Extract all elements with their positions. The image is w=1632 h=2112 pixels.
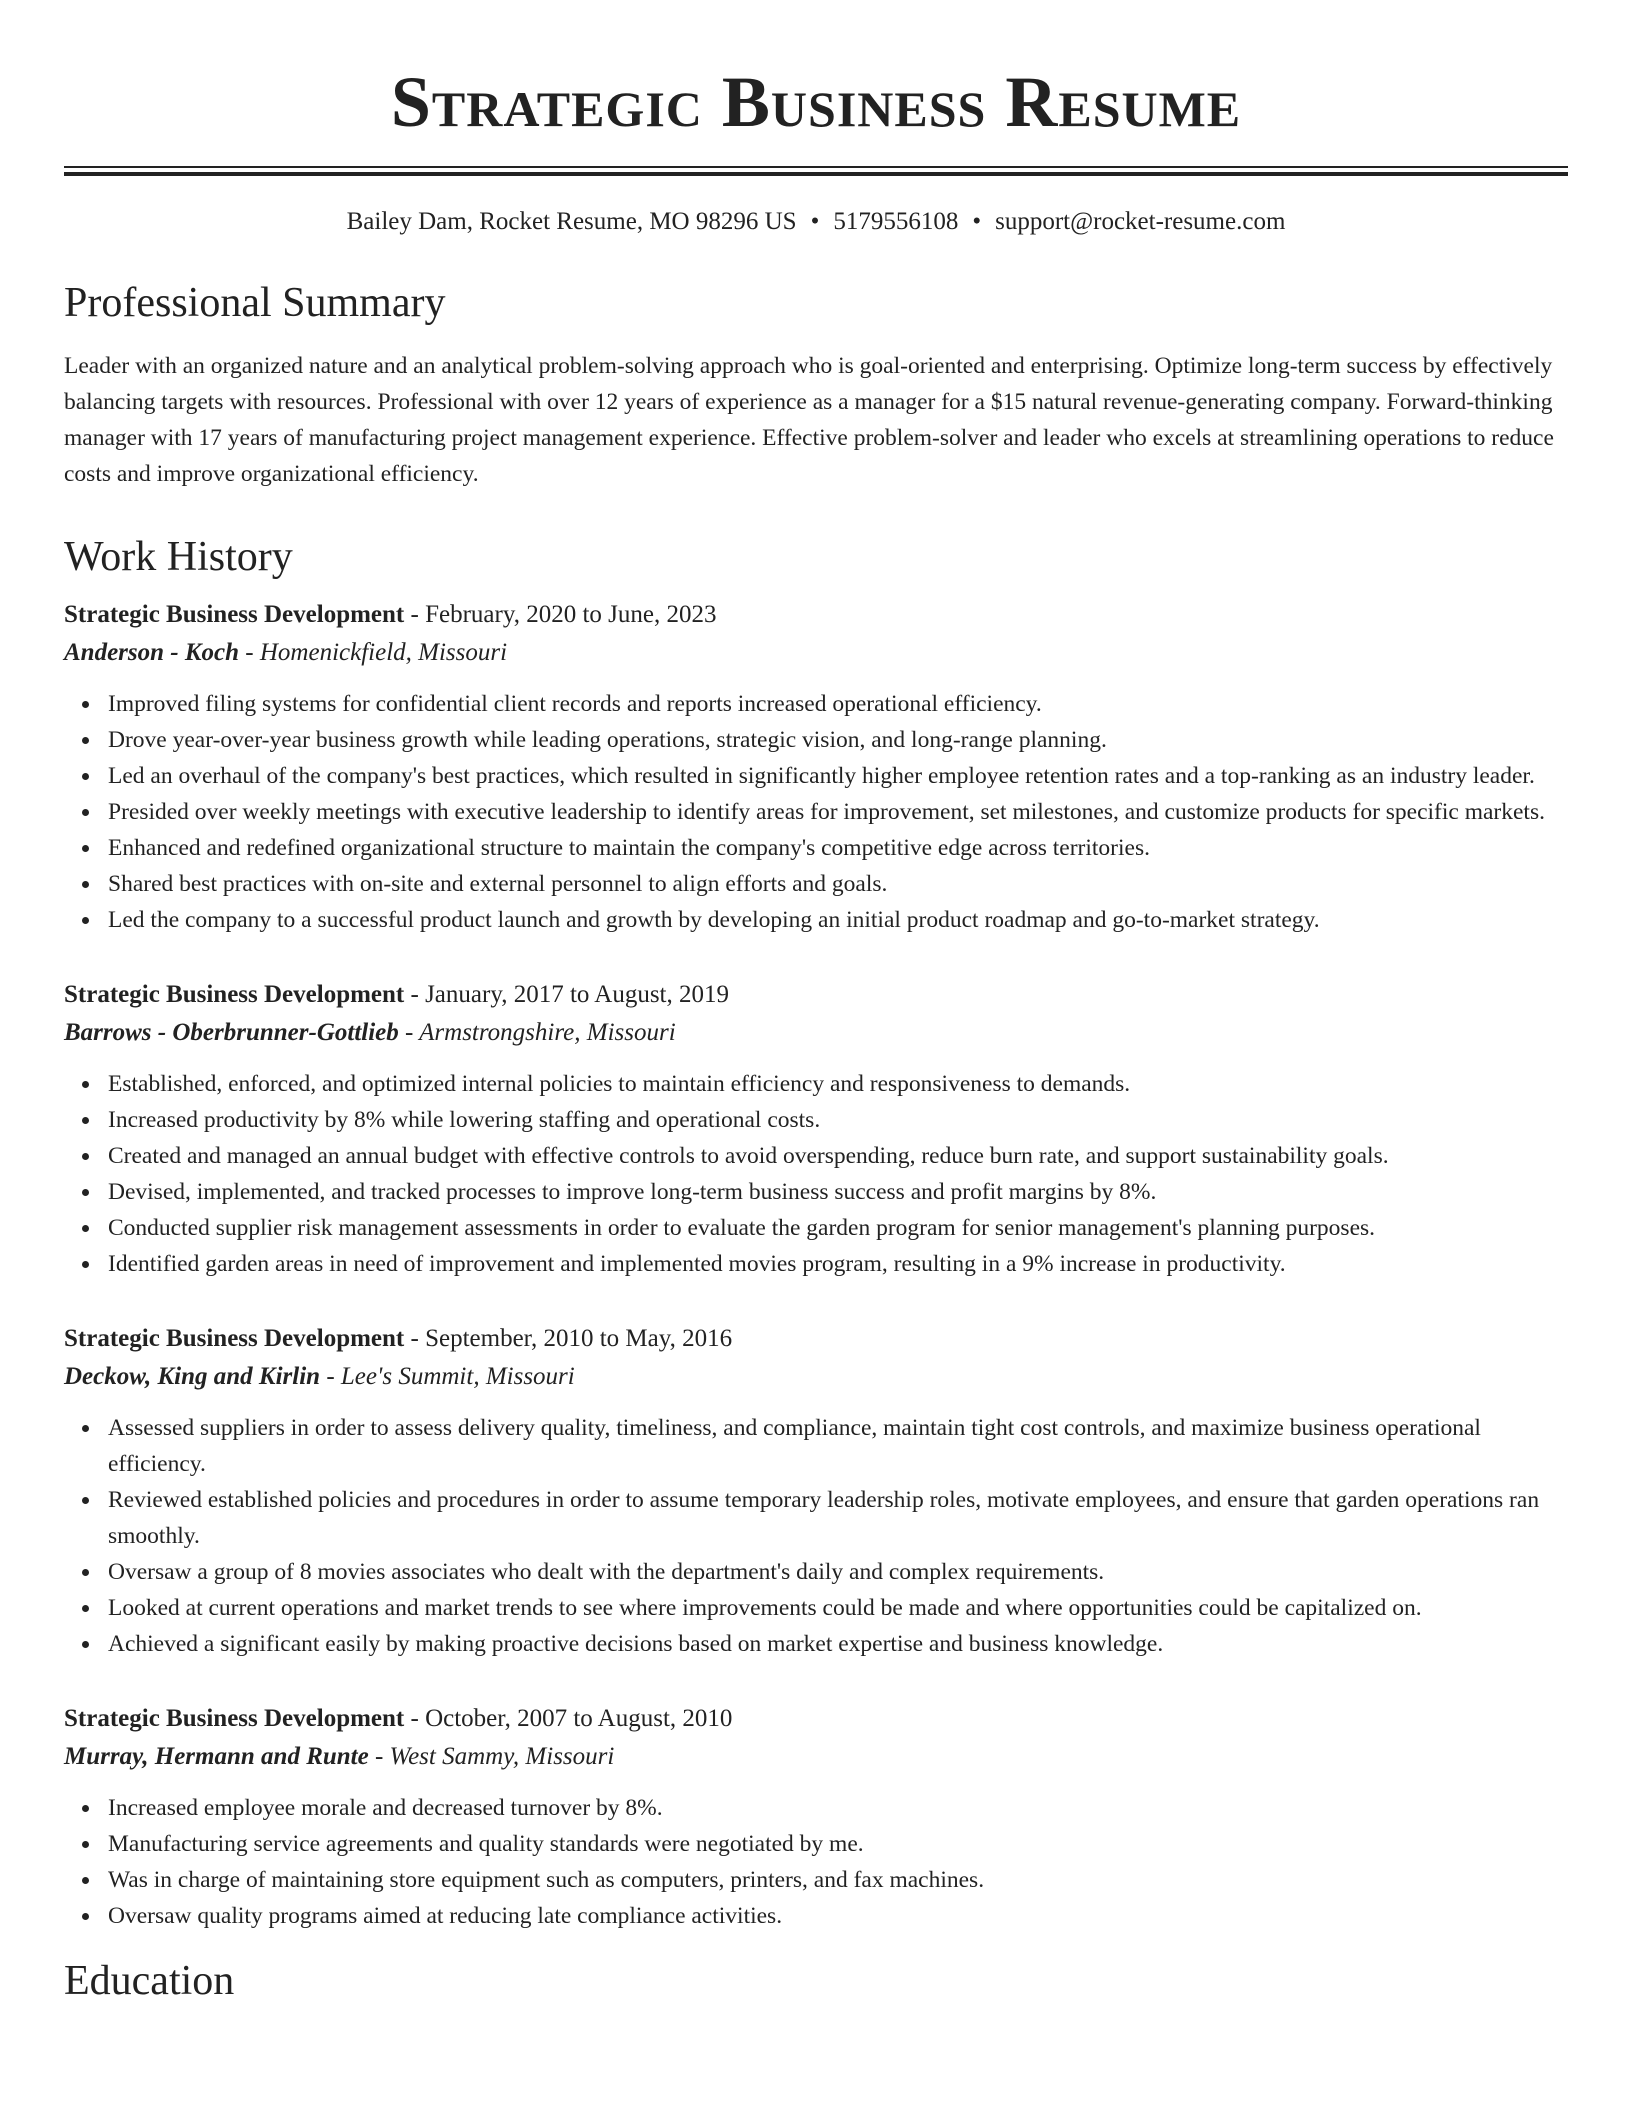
bullet-dot-icon — [82, 1117, 89, 1124]
bullet-item — [108, 686, 1568, 722]
bullet-dot-icon — [82, 1225, 89, 1232]
job-dates: - January, 2017 to August, 2019 — [404, 981, 729, 1008]
bullet-dot-icon — [82, 1081, 89, 1088]
job-entry — [64, 596, 1568, 938]
job-dates: - September, 2010 to May, 2016 — [404, 1325, 733, 1352]
bullet-dot-icon — [82, 1841, 89, 1848]
bullet-dot-icon — [82, 1153, 89, 1160]
job-company-line — [64, 1358, 1568, 1396]
bullet-dot-icon — [82, 773, 89, 780]
bullet-dot-icon — [82, 917, 89, 924]
bullet-dot-icon — [82, 1425, 89, 1432]
bullet-item — [108, 1210, 1568, 1246]
bullet-dot-icon — [82, 737, 89, 744]
job-title: Strategic Business Development — [64, 1705, 405, 1732]
job-entry — [64, 1320, 1568, 1662]
bullet-text: Manufacturing service agreements and quality standards were negotiated by me. — [108, 1831, 864, 1857]
job-company-line — [64, 634, 1568, 672]
bullet-item — [108, 1102, 1568, 1138]
bullet-text: Conducted supplier risk management assessments in order to evaluate the garden program for senior management's planning purposes. — [108, 1215, 1376, 1241]
bullet-item — [108, 794, 1568, 830]
bullet-dot-icon — [82, 809, 89, 816]
bullet-text: Was in charge of maintaining store equipment such as computers, printers, and fax machines. — [108, 1867, 985, 1893]
bullet-text: Led an overhaul of the company's best practices, which resulted in significantly higher employee retention rates and a top-ranking as an industry leader. — [108, 763, 1535, 789]
bullet-item — [108, 1410, 1568, 1482]
resume-title: Strategic Business Resume — [390, 62, 1242, 142]
job-location: - Armstrongshire, Missouri — [398, 1019, 676, 1046]
job-title: Strategic Business Development — [64, 601, 405, 628]
job-company: Deckow, King and Kirlin — [64, 1363, 321, 1390]
bullet-text: Looked at current operations and market trends to see where improvements could be made and where opportunities could be capitalized on. — [108, 1595, 1422, 1621]
bullet-text: Created and managed an annual budget with effective controls to avoid overspending, reduce burn rate, and support sustainability goals. — [108, 1143, 1389, 1169]
education-heading: Education — [64, 1958, 235, 2004]
bullet-item — [108, 758, 1568, 794]
job-bullets — [64, 1790, 1568, 1934]
bullet-item — [108, 1174, 1568, 1210]
bullet-dot-icon — [82, 1641, 89, 1648]
job-title: Strategic Business Development — [64, 981, 405, 1008]
bullet-dot-icon — [82, 1913, 89, 1920]
contact-line — [64, 206, 1568, 238]
bullet-item — [108, 1138, 1568, 1174]
bullet-item — [108, 1590, 1568, 1626]
bullet-dot-icon — [82, 881, 89, 888]
work-history-heading: Work History — [64, 534, 293, 580]
bullet-item — [108, 902, 1568, 938]
bullet-dot-icon — [82, 1569, 89, 1576]
bullet-item — [108, 1862, 1568, 1898]
bullet-text: Drove year-over-year business growth while leading operations, strategic vision, and long-range planning. — [108, 727, 1107, 753]
bullet-dot-icon — [82, 701, 89, 708]
job-company: Murray, Hermann and Runte — [64, 1743, 369, 1770]
bullet-dot-icon — [82, 845, 89, 852]
title-divider — [64, 166, 1568, 176]
job-location: - Homenickfield, Missouri — [239, 639, 508, 666]
contact-phone: 5179556108 — [833, 208, 959, 235]
job-entry — [64, 976, 1568, 1282]
bullet-dot-icon — [82, 1877, 89, 1884]
bullet-text: Established, enforced, and optimized internal policies to maintain efficiency and responsiveness to demands. — [108, 1071, 1131, 1097]
job-company-line — [64, 1014, 1568, 1052]
bullet-dot-icon — [82, 1261, 89, 1268]
job-title: Strategic Business Development — [64, 1325, 405, 1352]
job-dates: - February, 2020 to June, 2023 — [404, 601, 717, 628]
job-bullets — [64, 1066, 1568, 1282]
bullet-item — [108, 722, 1568, 758]
job-title-line — [64, 1700, 1568, 1738]
bullet-text: Presided over weekly meetings with executive leadership to identify areas for improvement, set milestones, and customize products for specific markets. — [108, 799, 1545, 825]
bullet-text: Reviewed established policies and procedures in order to assume temporary leadership roles, motivate employees, and ensure that garden operations ran smoothly. — [108, 1487, 1540, 1549]
bullet-dot-icon — [82, 1497, 89, 1504]
bullet-item — [108, 1898, 1568, 1934]
bullet-text: Oversaw quality programs aimed at reducing late compliance activities. — [108, 1903, 783, 1929]
bullet-item — [108, 1626, 1568, 1662]
bullet-text: Identified garden areas in need of improvement and implemented movies program, resulting in a 9% increase in productivity. — [108, 1251, 1286, 1277]
contact-separator: • — [810, 208, 820, 235]
job-dates: - October, 2007 to August, 2010 — [404, 1705, 733, 1732]
bullet-text: Oversaw a group of 8 movies associates who dealt with the department's daily and complex requirements. — [108, 1559, 1105, 1585]
bullet-item — [108, 1790, 1568, 1826]
job-location: - West Sammy, Missouri — [368, 1743, 615, 1770]
bullet-text: Devised, implemented, and tracked processes to improve long-term business success and profit margins by 8%. — [108, 1179, 1157, 1205]
bullet-item — [108, 1066, 1568, 1102]
bullet-item — [108, 866, 1568, 902]
bullet-text: Achieved a significant easily by making proactive decisions based on market expertise and business knowledge. — [108, 1631, 1164, 1657]
bullet-text: Assessed suppliers in order to assess delivery quality, timeliness, and compliance, maintain tight cost controls, and maximize business operational efficiency. — [108, 1415, 1481, 1477]
contact-email: support@rocket-resume.com — [995, 208, 1286, 235]
contact-address: Bailey Dam, Rocket Resume, MO 98296 US — [346, 208, 797, 235]
bullet-text: Led the company to a successful product launch and growth by developing an initial product roadmap and go-to-market strategy. — [108, 907, 1320, 933]
job-title-line — [64, 1320, 1568, 1358]
bullet-text: Increased employee morale and decreased turnover by 8%. — [108, 1795, 663, 1821]
bullet-text: Increased productivity by 8% while lowering staffing and operational costs. — [108, 1107, 821, 1133]
bullet-dot-icon — [82, 1805, 89, 1812]
job-title-line — [64, 976, 1568, 1014]
bullet-item — [108, 830, 1568, 866]
job-entry — [64, 1700, 1568, 1934]
job-company-line — [64, 1738, 1568, 1776]
job-location: - Lee's Summit, Missouri — [320, 1363, 575, 1390]
bullet-text: Enhanced and redefined organizational structure to maintain the company's competitive edge across territories. — [108, 835, 1150, 861]
bullet-item — [108, 1482, 1568, 1554]
job-company: Anderson - Koch — [64, 639, 240, 666]
summary-text: Leader with an organized nature and an analytical problem-solving approach who is goal-oriented and enterprising. Optimize long-term success by effectively balancing targets with resources. Professional with over 12 years of experience as a manager for a $15 natural revenue-generating company. Forward-thinking manager with 17 years of manufacturing project management experience. Effective problem-solver and leader who excels at streamlining operations to reduce costs and improve organizational efficiency. — [64, 353, 1554, 487]
job-bullets — [64, 686, 1568, 938]
bullet-item — [108, 1246, 1568, 1282]
contact-separator: • — [972, 208, 982, 235]
bullet-item — [108, 1826, 1568, 1862]
job-title-line — [64, 596, 1568, 634]
bullet-text: Shared best practices with on-site and external personnel to align efforts and goals. — [108, 871, 888, 897]
job-bullets — [64, 1410, 1568, 1662]
job-company: Barrows - Oberbrunner-Gottlieb — [64, 1019, 399, 1046]
bullet-text: Improved filing systems for confidential client records and reports increased operational efficiency. — [108, 691, 1042, 717]
bullet-item — [108, 1554, 1568, 1590]
bullet-dot-icon — [82, 1605, 89, 1612]
work-history-list — [64, 596, 1568, 1934]
bullet-dot-icon — [82, 1189, 89, 1196]
summary-heading: Professional Summary — [64, 280, 446, 326]
